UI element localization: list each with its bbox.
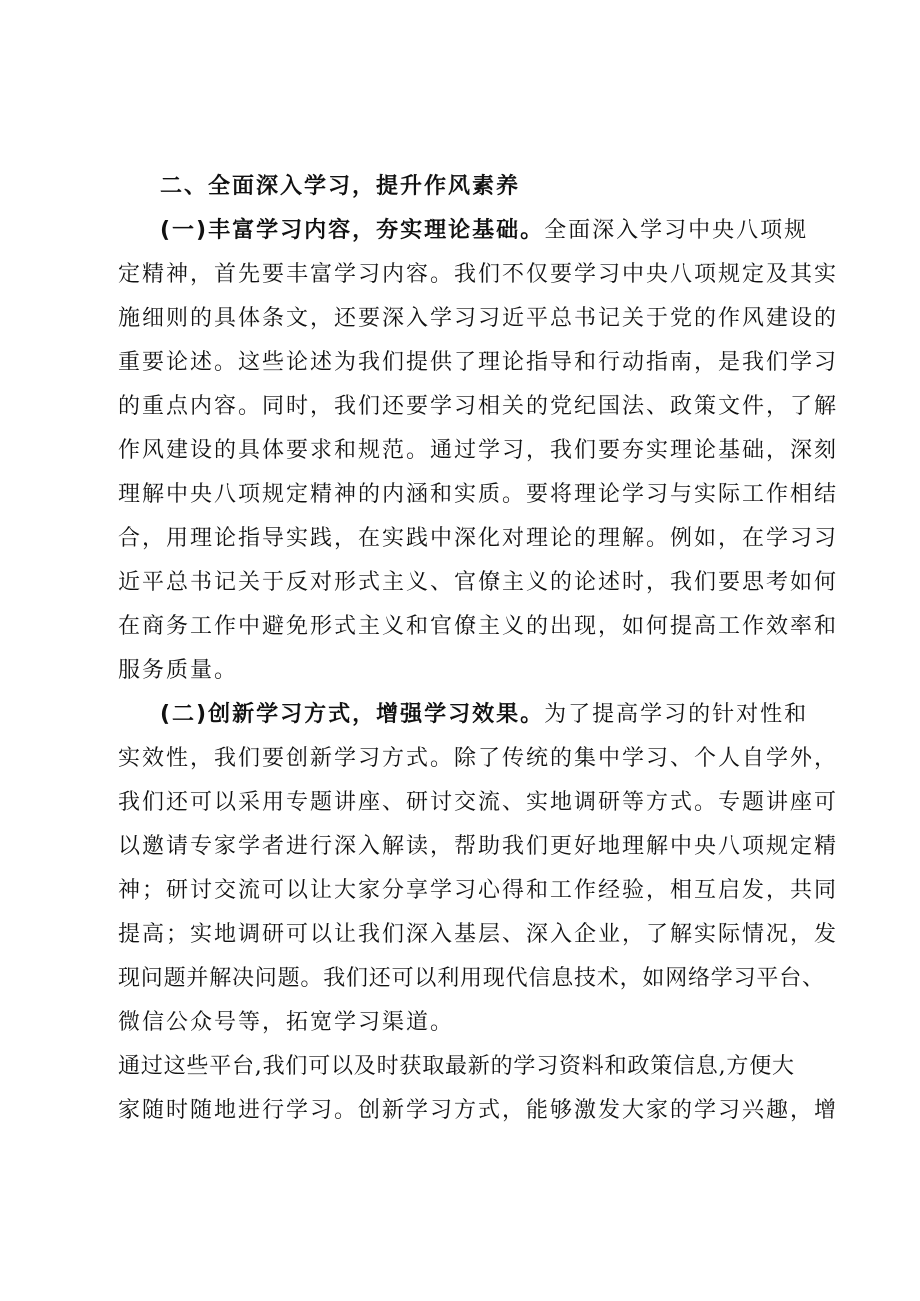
paragraph-line: 现问题并解决问题。我们还可以利用现代信息技术，如网络学习平台、 (118, 966, 825, 991)
paragraph-line (160, 700, 860, 730)
paragraph-line: 理解中央八项规定精神的内涵和实质。要将理论学习与实际工作相结 (118, 482, 839, 507)
paragraph-line: 近平总书记关于反对形式主义、官僚主义的论述时，我们要思考如何 (118, 570, 839, 595)
paragraph-line: 神；研讨交流可以让大家分享学习心得和工作经验，相互启发，共同 (118, 878, 839, 903)
paragraph-line: 施细则的具体条文，还要深入学习习近平总书记关于党的作风建设的 (118, 306, 839, 331)
paragraph-line: 作风建设的具体要求和规范。通过学习，我们要夯实理论基础，深刻 (118, 438, 839, 463)
paragraph-line: 合，用理论指导实践，在实践中深化对理论的理解。例如，在学习习 (118, 526, 839, 551)
paragraph-line: 重要论述。这些论述为我们提供了理论指导和行动指南，是我们学习 (118, 350, 839, 375)
paragraph-line: 服务质量。 (118, 658, 239, 683)
paragraph-line: 我们还可以采用专题讲座、研讨交流、实地调研等方式。专题讲座可 (118, 790, 839, 815)
section-heading: 二、全面深入学习，提升作风素养 (160, 174, 521, 199)
paragraph-line (160, 216, 860, 246)
paragraph-line: 定精神，首先要丰富学习内容。我们不仅要学习中央八项规定及其实 (118, 262, 839, 287)
paragraph-text: 为了提高学习的针对性和 (544, 702, 809, 727)
paragraph-line: 通过这些平台,我们可以及时获取最新的学习资料和政策信息,方便大 (118, 1054, 795, 1079)
paragraph-line: 实效性，我们要创新学习方式。除了传统的集中学习、个人自学外， (118, 746, 839, 771)
paragraph-line: 提高；实地调研可以让我们深入基层、深入企业，了解实际情况，发 (118, 922, 839, 947)
paragraph-text: 全面深入学习中央八项规 (544, 218, 809, 243)
paragraph-line: 在商务工作中避免形式主义和官僚主义的出现，如何提高工作效率和 (118, 614, 839, 639)
paragraph-line: 家随时随地进行学习。创新学习方式，能够激发大家的学习兴趣，增 (118, 1098, 839, 1123)
paragraph-lead: (二)创新学习方式，增强学习效果。 (160, 702, 545, 727)
paragraph-line: 以邀请专家学者进行深入解读，帮助我们更好地理解中央八项规定精 (118, 834, 839, 859)
paragraph-line: 的重点内容。同时，我们还要学习相关的党纪国法、政策文件，了解 (118, 394, 839, 419)
paragraph-lead: (一)丰富学习内容，夯实理论基础。 (160, 218, 545, 243)
paragraph-line: 微信公众号等，拓宽学习渠道。 (118, 1010, 455, 1035)
